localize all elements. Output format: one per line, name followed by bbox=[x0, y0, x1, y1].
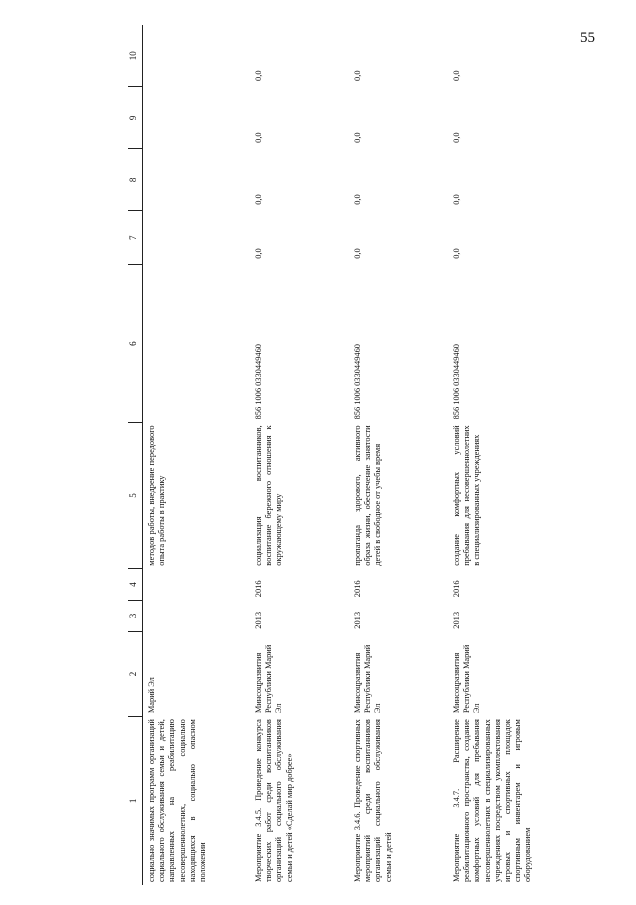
column-header: 7 bbox=[128, 211, 143, 265]
value-cell bbox=[143, 87, 251, 149]
code-cell: 856 1006 0330449460 bbox=[254, 344, 263, 420]
column-header: 2 bbox=[128, 632, 143, 716]
executor-cell: Минсоцразвития Республики Марий Эл bbox=[353, 644, 383, 714]
measure-cell: Мероприятие 3.4.7. Расширение реабилитационного пространства, создание комфортных условий для пребывания несовершеннолетних в специализированных учреждениях посредством укомплектования игровых и спортивных площадок спортивным инвентарем и игровым оборудованием bbox=[452, 719, 533, 882]
rotated-table-container bbox=[128, 25, 533, 885]
column-header: 3 bbox=[128, 600, 143, 632]
column-header: 1 bbox=[128, 716, 143, 885]
end-year-cell bbox=[143, 569, 251, 601]
table-row bbox=[250, 25, 349, 885]
value-cell bbox=[143, 25, 251, 87]
column-header: 5 bbox=[128, 422, 143, 568]
measures-table bbox=[128, 25, 547, 885]
value-cell bbox=[143, 211, 251, 265]
executor-cell: Марий Эл bbox=[147, 677, 156, 714]
table-row bbox=[448, 25, 547, 885]
column-header: 10 bbox=[128, 25, 143, 87]
value-cell: 0,0 bbox=[254, 70, 263, 81]
value-cell: 0,0 bbox=[353, 194, 362, 205]
table-row bbox=[349, 25, 448, 885]
column-header: 6 bbox=[128, 265, 143, 423]
value-cell: 0,0 bbox=[452, 70, 461, 81]
executor-cell: Минсоцразвития Республики Марий Эл bbox=[254, 644, 284, 714]
start-year-cell: 2013 bbox=[254, 611, 263, 629]
value-cell: 0,0 bbox=[254, 248, 263, 259]
start-year-cell: 2013 bbox=[353, 611, 362, 629]
value-cell: 0,0 bbox=[452, 132, 461, 143]
result-cell: создание комфортных условий пребывания для несовершеннолетних в специализированных учреждениях bbox=[452, 425, 482, 566]
code-cell: 856 1006 0330449460 bbox=[452, 344, 461, 420]
table-row bbox=[143, 25, 251, 885]
value-cell: 0,0 bbox=[353, 70, 362, 81]
page-number: 55 bbox=[580, 30, 595, 46]
end-year-cell: 2016 bbox=[254, 580, 263, 598]
start-year-cell bbox=[143, 600, 251, 632]
value-cell: 0,0 bbox=[452, 194, 461, 205]
value-cell: 0,0 bbox=[254, 132, 263, 143]
value-cell: 0,0 bbox=[353, 132, 362, 143]
code-cell: 856 1006 0330449460 bbox=[353, 344, 362, 420]
measure-cell: Мероприятие 3.4.6. Проведение спортивных мероприятий среди воспитанников организаций социального обслуживания семьи и детей bbox=[353, 719, 393, 882]
result-cell: социализация воспитанников, воспитание бережного отношения к окружающему миру bbox=[254, 425, 284, 566]
measure-cell: Мероприятие 3.4.5. Проведение конкурса творческих работ среди воспитанников организаций социального обслуживания семьи и детей «Сделай мир добрее» bbox=[254, 719, 294, 882]
column-header: 8 bbox=[128, 149, 143, 211]
result-cell: пропаганда здорового, активного образа жизни, обеспечение занятости детей в свободное от учебы время bbox=[353, 425, 383, 566]
end-year-cell: 2016 bbox=[353, 580, 362, 598]
executor-cell: Минсоцразвития Республики Марий Эл bbox=[452, 644, 482, 714]
value-cell: 0,0 bbox=[452, 248, 461, 259]
value-cell: 0,0 bbox=[254, 194, 263, 205]
value-cell bbox=[143, 149, 251, 211]
start-year-cell: 2013 bbox=[452, 611, 461, 629]
column-header: 9 bbox=[128, 87, 143, 149]
column-header: 4 bbox=[128, 569, 143, 601]
result-cell: методов работы, внедрение передового опыта работы в практику bbox=[147, 425, 167, 566]
value-cell: 0,0 bbox=[353, 248, 362, 259]
end-year-cell: 2016 bbox=[452, 580, 461, 598]
measure-cell: социально значимых программ организаций социального обслуживания семьи и детей, направленных на реабилитацию несовершеннолетних, социально находящихся в социально опасном положении bbox=[147, 719, 208, 882]
column-number-row bbox=[128, 25, 143, 885]
code-cell bbox=[143, 265, 251, 423]
